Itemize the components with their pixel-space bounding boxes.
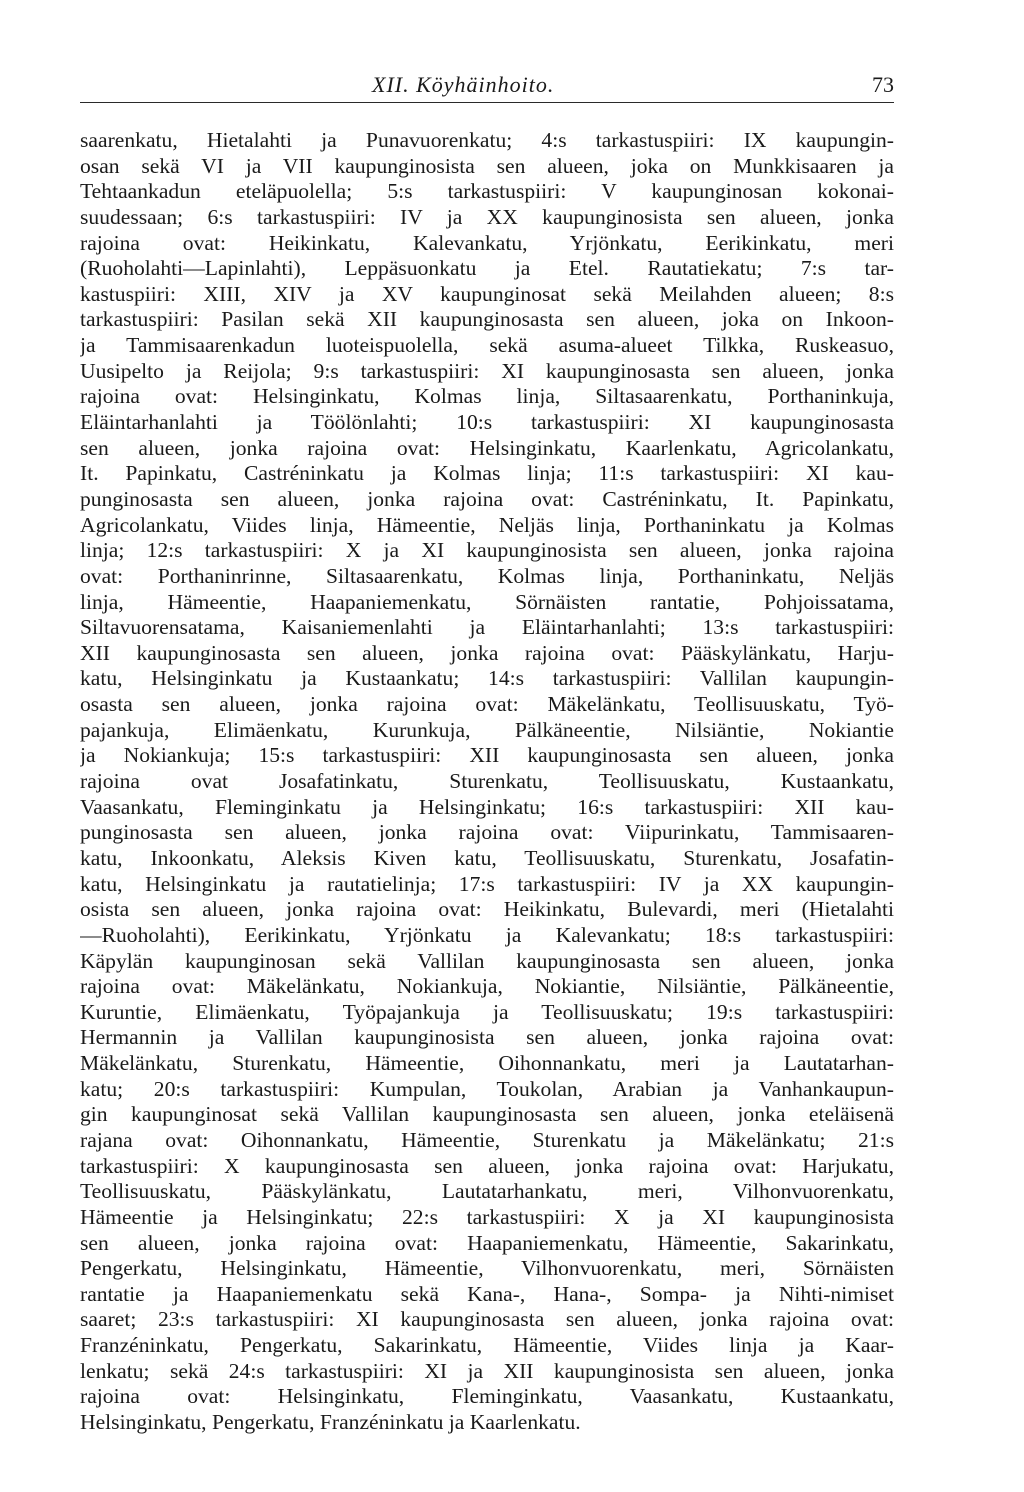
text-line: tarkastuspiiri: Pasilan sekä XII kaupunginosasta sen alueen, joka on Inkoon- [80, 307, 894, 332]
chapter-title: XII. Köyhäinhoito. [372, 72, 555, 97]
text-line: rajana ovat: Oihonnankatu, Hämeentie, Sturenkatu ja Mäkelänkatu; 21:s [80, 1127, 894, 1152]
text-line: punginosasta sen alueen, jonka rajoina ovat: Castréninkatu, It. Papinkatu, [80, 486, 894, 511]
text-line: ja Tammisaarenkadun luoteispuolella, sekä asuma-alueet Tilkka, Ruskeasuo, [80, 333, 894, 358]
text-line: (Ruoholahti—Lapinlahti), Leppäsuonkatu ja Etel. Rautatiekatu; 7:s tar- [80, 256, 894, 281]
text-line: sen alueen, jonka rajoina ovat: Haapaniemenkatu, Hämeentie, Sakarinkatu, [80, 1230, 894, 1255]
text-line: Käpylän kaupunginosan sekä Vallilan kaupunginosasta sen alueen, jonka [80, 948, 894, 973]
page-number: 73 [872, 72, 894, 97]
text-line: katu, Inkoonkatu, Aleksis Kiven katu, Teollisuuskatu, Sturenkatu, Josafatin- [80, 845, 894, 870]
text-line: Franzéninkatu, Pengerkatu, Sakarinkatu, Hämeentie, Viides linja ja Kaar- [80, 1333, 894, 1358]
text-line: tarkastuspiiri: X kaupunginosasta sen alueen, jonka rajoina ovat: Harjukatu, [80, 1153, 894, 1178]
text-line: Mäkelänkatu, Sturenkatu, Hämeentie, Oihonnankatu, meri ja Lautatarhan- [80, 1051, 894, 1076]
text-line: Uusipelto ja Reijola; 9:s tarkastuspiiri: XI kaupunginosasta sen alueen, jonka [80, 358, 894, 383]
text-line: rajoina ovat Josafatinkatu, Sturenkatu, Teollisuuskatu, Kustaankatu, [80, 769, 894, 794]
text-line: Siltavuorensatama, Kaisaniemenlahti ja Eläintarhanlahti; 13:s tarkastuspiiri: [80, 615, 894, 640]
text-line: Helsinginkatu, Pengerkatu, Franzéninkatu ja Kaarlenkatu. [80, 1410, 581, 1435]
text-line: rajoina ovat: Mäkelänkatu, Nokiankuja, Nokiantie, Nilsiäntie, Pälkäneentie, [80, 974, 894, 999]
text-line: rajoina ovat: Helsinginkatu, Fleminginkatu, Vaasankatu, Kustaankatu, [80, 1384, 894, 1409]
text-line: Eläintarhanlahti ja Töölönlahti; 10:s tarkastuspiiri: XI kaupunginosasta [80, 410, 894, 435]
text-line: rantatie ja Haapaniemenkatu sekä Kana-, Hana-, Sompa- ja Nihti-nimiset [80, 1281, 894, 1306]
text-line: sen alueen, jonka rajoina ovat: Helsinginkatu, Kaarlenkatu, Agricolankatu, [80, 435, 894, 460]
text-line: Vaasankatu, Fleminginkatu ja Helsinginkatu; 16:s tarkastuspiiri: XII kau- [80, 794, 894, 819]
text-line: —Ruoholahti), Eerikinkatu, Yrjönkatu ja Kalevankatu; 18:s tarkastuspiiri: [80, 922, 894, 947]
text-line: Hämeentie ja Helsinginkatu; 22:s tarkastuspiiri: X ja XI kaupunginosista [80, 1204, 894, 1229]
text-line: linja; 12:s tarkastuspiiri: X ja XI kaupunginosista sen alueen, jonka rajoina [80, 538, 894, 563]
text-line: Kuruntie, Elimäenkatu, Työpajankuja ja Teollisuuskatu; 19:s tarkastuspiiri: [80, 999, 894, 1024]
text-line: linja, Hämeentie, Haapaniemenkatu, Sörnäisten rantatie, Pohjoissatama, [80, 589, 894, 614]
text-line: osasta sen alueen, jonka rajoina ovat: Mäkelänkatu, Teollisuuskatu, Työ- [80, 692, 894, 717]
text-line: gin kaupunginosat sekä Vallilan kaupunginosasta sen alueen, jonka eteläisenä [80, 1102, 894, 1127]
text-line: rajoina ovat: Heikinkatu, Kalevankatu, Yrjönkatu, Eerikinkatu, meri [80, 230, 894, 255]
text-line: pajankuja, Elimäenkatu, Kurunkuja, Pälkäneentie, Nilsiäntie, Nokiantie [80, 717, 894, 742]
text-line: katu, Helsinginkatu ja rautatielinja; 17:s tarkastuspiiri: IV ja XX kaupungin- [80, 871, 894, 896]
text-line: osista sen alueen, jonka rajoina ovat: Heikinkatu, Bulevardi, meri (Hietalahti [80, 897, 894, 922]
text-line: katu, Helsinginkatu ja Kustaankatu; 14:s tarkastuspiiri: Vallilan kaupungin- [80, 666, 894, 691]
text-line: osan sekä VI ja VII kaupunginosista sen alueen, joka on Munkkisaaren ja [80, 153, 894, 178]
text-line: suudessaan; 6:s tarkastuspiiri: IV ja XX kaupunginosista sen alueen, jonka [80, 204, 894, 229]
text-line: punginosasta sen alueen, jonka rajoina ovat: Viipurinkatu, Tammisaaren- [80, 820, 894, 845]
header-rule [80, 102, 894, 103]
running-head [80, 68, 894, 104]
text-line: kastuspiiri: XIII, XIV ja XV kaupunginosat sekä Meilahden alueen; 8:s [80, 281, 894, 306]
text-line: katu; 20:s tarkastuspiiri: Kumpulan, Toukolan, Arabian ja Vanhankaupun- [80, 1076, 894, 1101]
text-line: XII kaupunginosasta sen alueen, jonka rajoina ovat: Pääskylänkatu, Harju- [80, 640, 894, 665]
text-line: Teollisuuskatu, Pääskylänkatu, Lautatarhankatu, meri, Vilhonvuorenkatu, [80, 1179, 894, 1204]
text-line: ovat: Porthaninrinne, Siltasaarenkatu, Kolmas linja, Porthaninkatu, Neljäs [80, 563, 894, 588]
text-line: Hermannin ja Vallilan kaupunginosista sen alueen, jonka rajoina ovat: [80, 1025, 894, 1050]
text-line: Tehtaankadun eteläpuolella; 5:s tarkastuspiiri: V kaupunginosan kokonai- [80, 179, 894, 204]
text-line: saaret; 23:s tarkastuspiiri: XI kaupunginosasta sen alueen, jonka rajoina ovat: [80, 1307, 894, 1332]
text-line: Agricolankatu, Viides linja, Hämeentie, Neljäs linja, Porthaninkatu ja Kolmas [80, 512, 894, 537]
text-line: lenkatu; sekä 24:s tarkastuspiiri: XI ja XII kaupunginosista sen alueen, jonka [80, 1358, 894, 1383]
text-line: rajoina ovat: Helsinginkatu, Kolmas linja, Siltasaarenkatu, Porthaninkuja, [80, 384, 894, 409]
text-line: It. Papinkatu, Castréninkatu ja Kolmas linja; 11:s tarkastuspiiri: XI kau- [80, 461, 894, 486]
body-text [80, 128, 894, 1436]
text-line: ja Nokiankuja; 15:s tarkastuspiiri: XII kaupunginosasta sen alueen, jonka [80, 743, 894, 768]
text-line: saarenkatu, Hietalahti ja Punavuorenkatu; 4:s tarkastuspiiri: IX kaupungin- [80, 128, 894, 152]
text-line: Pengerkatu, Helsinginkatu, Hämeentie, Vilhonvuorenkatu, meri, Sörnäisten [80, 1256, 894, 1281]
